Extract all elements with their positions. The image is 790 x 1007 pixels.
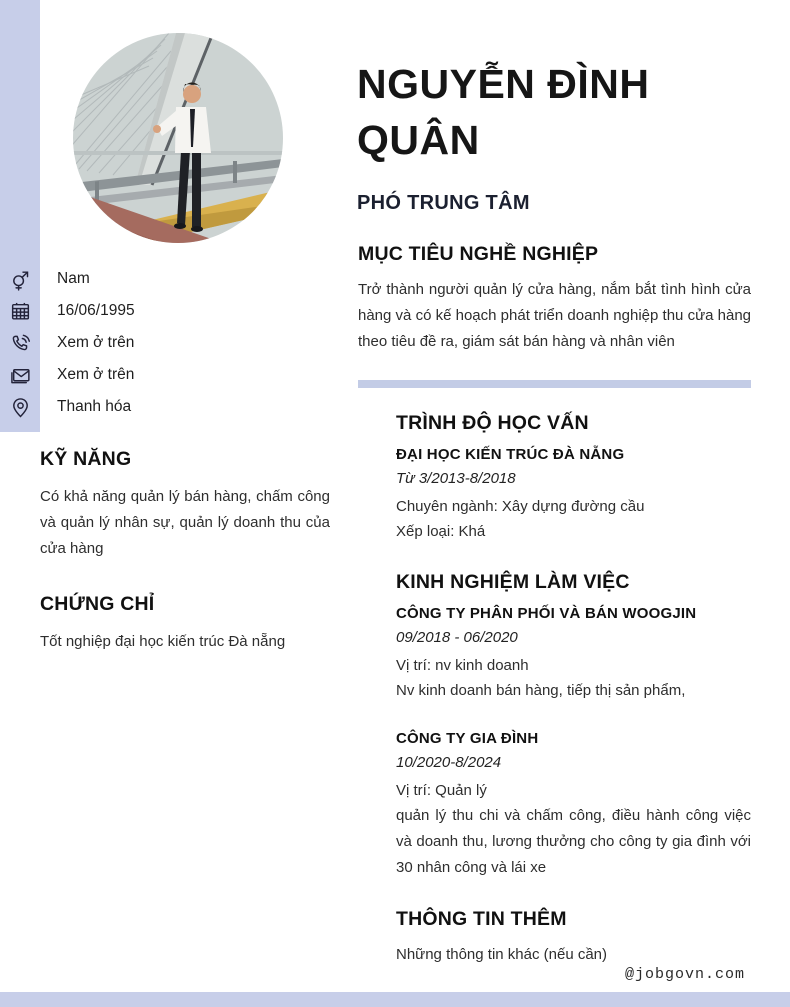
experience-position: Vị trí: nv kinh doanh bbox=[396, 657, 529, 674]
right-column bbox=[358, 243, 751, 967]
email-value: Xem ở trên bbox=[57, 366, 135, 383]
profile-photo-illustration bbox=[73, 33, 283, 243]
mail-icon bbox=[0, 364, 40, 387]
info-row-phone bbox=[0, 327, 330, 359]
education-school: ĐẠI HỌC KIẾN TRÚC ĐÀ NẴNG bbox=[396, 446, 625, 463]
experience-section bbox=[396, 571, 751, 881]
skills-section bbox=[40, 448, 330, 562]
certificates-heading: CHỨNG CHỈ bbox=[40, 593, 155, 615]
section-divider bbox=[358, 380, 751, 388]
watermark-credit: @jobgovn.com bbox=[624, 966, 745, 983]
skills-heading: KỸ NĂNG bbox=[40, 448, 132, 470]
education-section bbox=[396, 412, 751, 544]
education-grade: Xếp loại: Khá bbox=[396, 523, 486, 540]
header bbox=[357, 56, 752, 215]
education-entry bbox=[396, 446, 751, 544]
skills-body: Có khả năng quản lý bán hàng, chấm công và quản lý nhân sự, quản lý doanh thu của cửa hàng bbox=[40, 488, 330, 557]
info-row-birthdate bbox=[0, 295, 330, 327]
calendar-icon bbox=[0, 300, 40, 323]
bottom-accent-bar bbox=[0, 992, 790, 1007]
additional-info-section bbox=[396, 908, 751, 967]
person-job-title: PHÓ TRUNG TÂM bbox=[357, 192, 530, 214]
additional-info-heading: THÔNG TIN THÊM bbox=[396, 908, 567, 930]
left-column bbox=[40, 448, 330, 655]
experience-description: Nv kinh doanh bán hàng, tiếp thị sản phẩm, bbox=[396, 682, 686, 699]
experience-description: quản lý thu chi và chấm công, điều hành công việc và doanh thu, lương thưởng cho công ty gia đình với 30 nhân công và lái xe bbox=[396, 807, 751, 876]
gender-value: Nam bbox=[57, 270, 90, 287]
education-major: Chuyên ngành: Xây dựng đường cầu bbox=[396, 498, 645, 515]
experience-company: CÔNG TY PHÂN PHỐI VÀ BÁN WOOGJIN bbox=[396, 605, 697, 622]
info-row-address bbox=[0, 391, 330, 423]
experience-position: Vị trí: Quản lý bbox=[396, 782, 487, 799]
objective-section bbox=[358, 243, 751, 355]
experience-entry-2 bbox=[396, 730, 751, 881]
birthdate-value: 16/06/1995 bbox=[57, 302, 135, 319]
info-row-email bbox=[0, 359, 330, 391]
personal-info-list bbox=[0, 263, 330, 423]
education-heading: TRÌNH ĐỘ HỌC VẤN bbox=[396, 412, 589, 434]
gender-icon bbox=[0, 268, 40, 291]
experience-period: 10/2020-8/2024 bbox=[396, 754, 502, 771]
objective-body: Trở thành người quản lý cửa hàng, nắm bắt tình hình cửa hàng và có kế hoạch phát triển doanh nghiệp thu cửa hàng theo tiêu đề ra, giám sát bán hàng và nhân viên bbox=[358, 281, 751, 350]
certificates-body: Tốt nghiệp đại học kiến trúc Đà nẵng bbox=[40, 633, 286, 650]
profile-photo bbox=[73, 33, 283, 243]
phone-icon bbox=[0, 332, 40, 355]
location-icon bbox=[0, 396, 40, 419]
person-name: NGUYỄN ĐÌNH QUÂN bbox=[357, 61, 650, 163]
info-row-gender bbox=[0, 263, 330, 295]
education-period: Từ 3/2013-8/2018 bbox=[396, 470, 516, 487]
experience-entry-1 bbox=[396, 605, 751, 704]
experience-company: CÔNG TY GIA ĐÌNH bbox=[396, 730, 539, 747]
objective-heading: MỤC TIÊU NGHỀ NGHIỆP bbox=[358, 243, 599, 265]
experience-period: 09/2018 - 06/2020 bbox=[396, 629, 518, 646]
experience-heading: KINH NGHIỆM LÀM VIỆC bbox=[396, 571, 630, 593]
certificates-section bbox=[40, 593, 330, 655]
address-value: Thanh hóa bbox=[57, 398, 132, 415]
additional-info-body: Những thông tin khác (nếu cần) bbox=[396, 946, 608, 963]
phone-value: Xem ở trên bbox=[57, 334, 135, 351]
